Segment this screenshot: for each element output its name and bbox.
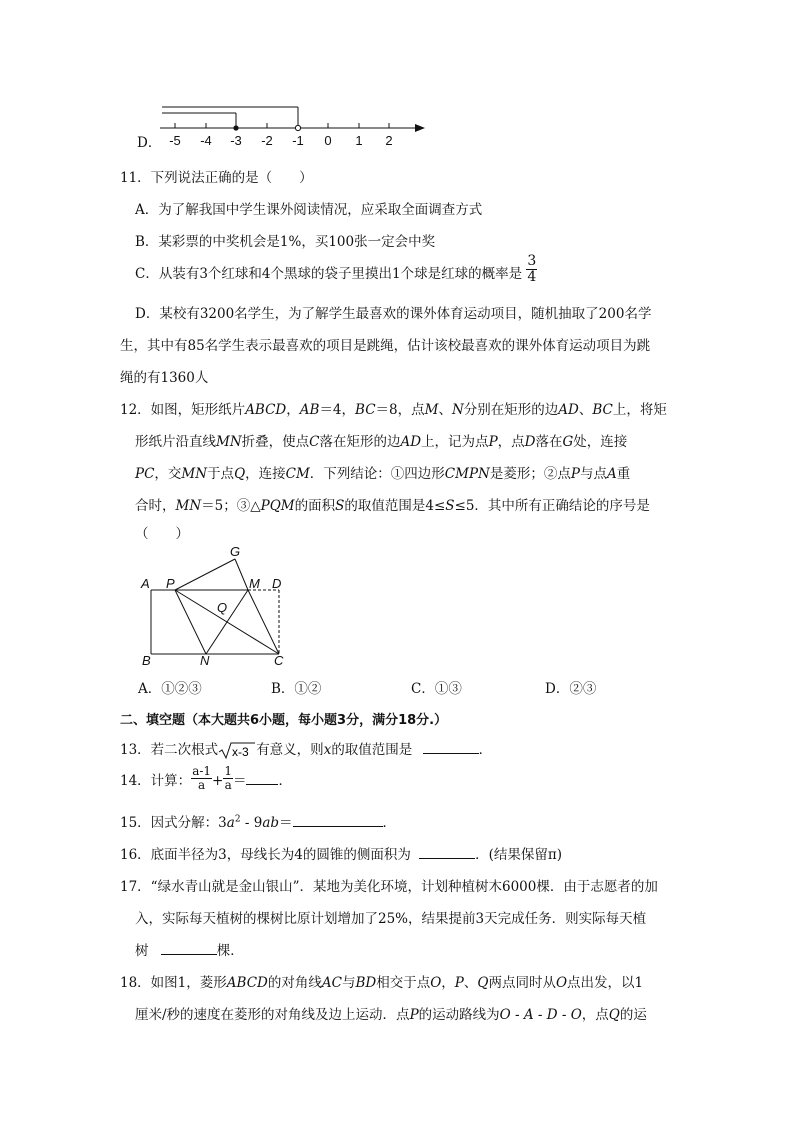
tick-label: 2 bbox=[385, 133, 393, 148]
square-root-expression bbox=[218, 742, 256, 760]
sqrt-radicand: x-3 bbox=[232, 744, 249, 759]
tick-label: 0 bbox=[324, 133, 332, 148]
fraction-a-minus-1-over-a bbox=[191, 765, 212, 791]
q14-text: ＝ bbox=[232, 773, 247, 789]
q12-text: ．下列结论：①四边形 bbox=[309, 466, 445, 482]
q11-option-d-line3: 绳的有1360人 bbox=[120, 370, 209, 386]
q12-var: CMPN bbox=[444, 466, 490, 482]
q15-text: - 9 bbox=[240, 815, 263, 831]
fraction-numerator: 1 bbox=[224, 764, 232, 779]
q12-text: 处，连接 bbox=[573, 434, 628, 450]
q12-text: 落在 bbox=[535, 434, 563, 450]
q12-text: ，连接 bbox=[245, 466, 286, 482]
q18-var: AC bbox=[321, 975, 342, 991]
q18-text: 与 bbox=[341, 975, 356, 991]
q15-text: 15．因式分解：3 bbox=[120, 815, 227, 831]
fraction-numerator: 3 bbox=[527, 253, 537, 270]
point-label-g: G bbox=[230, 544, 241, 559]
q18-var: Q bbox=[608, 1007, 620, 1023]
rectangle-fold-figure bbox=[138, 543, 298, 671]
q12-text: ＝5；③△ bbox=[201, 498, 261, 514]
q17-line3 bbox=[135, 939, 244, 959]
q12-text: 12．如图，矩形纸片 bbox=[120, 402, 246, 418]
fraction-denominator: 4 bbox=[527, 269, 537, 285]
q12-text: 上，记为点 bbox=[421, 434, 489, 450]
q12-var: P bbox=[570, 466, 580, 482]
q12-line1 bbox=[120, 398, 667, 418]
q12-var: AB bbox=[299, 402, 320, 418]
point-label-d: D bbox=[272, 576, 282, 591]
q12-var: MN bbox=[175, 498, 202, 514]
q18-line2 bbox=[135, 1003, 647, 1023]
q16-text: 16．底面半径为3，母线长为4的圆锥的侧面积为 bbox=[120, 847, 411, 863]
q12-var: A bbox=[606, 466, 617, 482]
fraction-three-quarters bbox=[526, 254, 537, 284]
q12-line2 bbox=[135, 430, 627, 450]
q12-option-c: C．①③ bbox=[411, 681, 462, 697]
point-label-c: C bbox=[274, 653, 284, 668]
q12-text: ＝8，点 bbox=[375, 402, 425, 418]
q11-stem: 11．下列说法正确的是（ ） bbox=[120, 170, 313, 186]
q14-text: + bbox=[212, 773, 224, 789]
point-label-m: M bbox=[249, 576, 260, 591]
q12-line4 bbox=[135, 494, 650, 514]
point-label-p: P bbox=[166, 576, 175, 591]
q12-text: 的面积 bbox=[294, 498, 336, 514]
q18-text: 的对角线 bbox=[267, 975, 322, 991]
point-label-a: A bbox=[141, 576, 150, 591]
q12-var: S bbox=[445, 498, 455, 514]
q12-var: BC bbox=[355, 402, 376, 418]
tick-label: 1 bbox=[355, 133, 363, 148]
point-label-q: Q bbox=[217, 600, 228, 615]
q12-text: 是菱形；②点 bbox=[489, 466, 571, 482]
q14-answer-blank[interactable] bbox=[246, 772, 278, 785]
q14-text: 14．计算： bbox=[120, 773, 192, 789]
q13-var: x bbox=[323, 742, 332, 758]
q18-text: 厘米/秒的速度在菱形的对角线及边上运动．点 bbox=[135, 1007, 410, 1023]
q11-option-d-line2: 生，其中有85名学生表示最喜欢的项目是跳绳，估计该校最喜欢的课外体育运动项目为跳 bbox=[120, 338, 651, 354]
number-line-figure bbox=[150, 98, 440, 153]
q18-var: O bbox=[555, 975, 568, 991]
q18-text: 、 bbox=[463, 975, 478, 991]
q18-text: 的运动路线为 bbox=[418, 1007, 500, 1023]
q18-text: 两点同时从 bbox=[488, 975, 556, 991]
segment-pg bbox=[175, 559, 235, 590]
q13-text: 有意义，则 bbox=[256, 742, 324, 758]
q14-text: ． bbox=[278, 773, 292, 789]
point-label-n: N bbox=[200, 653, 210, 668]
q12-text: 折叠，使点 bbox=[241, 434, 310, 450]
q12-var: ABCD bbox=[245, 402, 287, 418]
q11-option-b: B．某彩票的中奖机会是1%，买100张一定会中奖 bbox=[135, 234, 436, 250]
fraction-denominator: a bbox=[198, 778, 206, 792]
q12-text: ， bbox=[286, 402, 300, 418]
q15-answer-blank[interactable] bbox=[293, 814, 383, 827]
q15-text: ＝ bbox=[279, 815, 293, 831]
segment-gm bbox=[235, 559, 248, 590]
q12-var: CM bbox=[285, 466, 310, 482]
q13-text: ． bbox=[478, 742, 493, 758]
q12-text: 、 bbox=[438, 402, 452, 418]
q12-text: 与点 bbox=[579, 466, 607, 482]
q18-var: BD bbox=[355, 975, 377, 991]
q12-text: ，交 bbox=[154, 466, 182, 482]
q11-option-a: A．为了解我国中学生课外阅读情况，应采取全面调查方式 bbox=[135, 202, 483, 218]
q12-line3 bbox=[135, 462, 630, 482]
q12-text: 落在矩形的边 bbox=[319, 434, 401, 450]
q12-var: N bbox=[451, 402, 464, 418]
q11-option-c bbox=[135, 253, 537, 285]
q12-var: Q bbox=[234, 466, 246, 482]
q18-var: P bbox=[454, 975, 464, 991]
q12-text: 、 bbox=[578, 402, 593, 418]
q13-text: 13．若二次根式 bbox=[120, 742, 219, 758]
q16-text: ．(结果保留π) bbox=[475, 847, 563, 863]
hollow-point-icon bbox=[295, 125, 300, 130]
q13-text: 的取值范围是 bbox=[331, 742, 413, 758]
q12-var: AD bbox=[558, 402, 579, 418]
q12-answer-bracket: （ ） bbox=[135, 526, 189, 542]
q18-var: ABCD bbox=[226, 975, 268, 991]
q12-text: 于点 bbox=[207, 466, 235, 482]
q12-text: 分别在矩形的边 bbox=[463, 402, 559, 418]
q13-answer-blank[interactable] bbox=[423, 741, 479, 754]
tick-label: -1 bbox=[292, 133, 304, 148]
section-title-fill-in: 二、填空题（本大题共6小题，每小题3分，满分18分.） bbox=[120, 713, 448, 728]
q12-var: S bbox=[335, 498, 345, 514]
q17-text: 树 bbox=[135, 943, 149, 959]
tick-label: -5 bbox=[169, 133, 181, 148]
sqrt-symbol-icon bbox=[218, 742, 256, 760]
q12-text: 形纸片沿直线 bbox=[135, 434, 216, 450]
q17-line1: 17．“绿水青山就是金山银山”．某地为美化环境，计划种植树木6000棵．由于志愿者的加 bbox=[120, 879, 658, 895]
q18-text: 点出发，以1 bbox=[567, 975, 644, 991]
q12-var: G bbox=[562, 434, 574, 450]
q15-var: a bbox=[226, 815, 235, 831]
q11-option-c-text: C．从装有3个红球和4个黑球的袋子里摸出1个球是红球的概率是 bbox=[135, 266, 523, 282]
question-14 bbox=[120, 764, 292, 792]
q12-option-b: B．①② bbox=[271, 681, 322, 697]
q12-var: MN bbox=[181, 466, 208, 482]
q18-text: ， bbox=[441, 975, 455, 991]
q16-answer-blank[interactable] bbox=[419, 846, 475, 859]
q15-var: ab bbox=[262, 815, 280, 831]
q12-var: P bbox=[488, 434, 498, 450]
q12-var: BC bbox=[592, 402, 613, 418]
q12-option-a: A．①②③ bbox=[138, 681, 202, 697]
q18-var: P bbox=[409, 1007, 419, 1023]
q12-var: M bbox=[424, 402, 439, 418]
q18-var: O - A - D - O bbox=[499, 1007, 582, 1023]
q18-text: ，点 bbox=[581, 1007, 609, 1023]
q18-var: Q bbox=[477, 975, 489, 991]
q12-text: 上，将矩 bbox=[612, 402, 667, 418]
q12-var: D bbox=[524, 434, 536, 450]
fraction-denominator: a bbox=[224, 778, 232, 792]
q18-var: O bbox=[430, 975, 442, 991]
q18-text: 相交于点 bbox=[376, 975, 431, 991]
q15-text: ． bbox=[382, 815, 397, 831]
q12-var: C bbox=[309, 434, 320, 450]
q18-text: 的运 bbox=[619, 1007, 647, 1023]
q12-option-d: D．②③ bbox=[545, 681, 597, 697]
q11-option-d-line1: D．某校有3200名学生，为了解学生最喜欢的课外体育运动项目，随机抽取了200名学 bbox=[135, 306, 652, 322]
point-label-b: B bbox=[142, 653, 151, 668]
q18-text: 18．如图1，菱形 bbox=[120, 975, 227, 991]
tick-label: -3 bbox=[230, 133, 242, 148]
fraction-1-over-a bbox=[223, 765, 233, 791]
q18-line1 bbox=[120, 971, 643, 991]
q15-exponent: 2 bbox=[234, 814, 241, 825]
q17-text: 棵． bbox=[216, 943, 244, 959]
q17-answer-blank[interactable] bbox=[161, 942, 217, 955]
question-16 bbox=[120, 843, 562, 863]
q12-var: AD bbox=[400, 434, 422, 450]
q12-var: MN bbox=[216, 434, 242, 450]
fraction-numerator: a-1 bbox=[192, 764, 212, 779]
q12-text: 重 bbox=[616, 466, 631, 482]
q12-text: 合时， bbox=[135, 498, 176, 514]
q12-text: ≤5．其中所有正确结论的序号是 bbox=[454, 498, 650, 514]
question-13 bbox=[120, 738, 492, 760]
q17-line2: 入，实际每天植树的棵树比原计划增加了25%，结果提前3天完成任务．则实际每天植 bbox=[135, 911, 647, 927]
number-line-arrow-icon bbox=[415, 124, 425, 132]
tick-label: -4 bbox=[200, 133, 212, 148]
tick-label: -2 bbox=[261, 133, 273, 148]
question-15 bbox=[120, 811, 396, 831]
q12-text: ＝4， bbox=[319, 402, 356, 418]
q12-text: ，点 bbox=[497, 434, 525, 450]
q12-text: 的取值范围是4≤ bbox=[344, 498, 446, 514]
q10-option-d-label: D． bbox=[137, 135, 162, 151]
solid-point-icon bbox=[233, 125, 238, 130]
q12-var: PC bbox=[135, 466, 155, 482]
q12-var: PQM bbox=[260, 498, 295, 514]
